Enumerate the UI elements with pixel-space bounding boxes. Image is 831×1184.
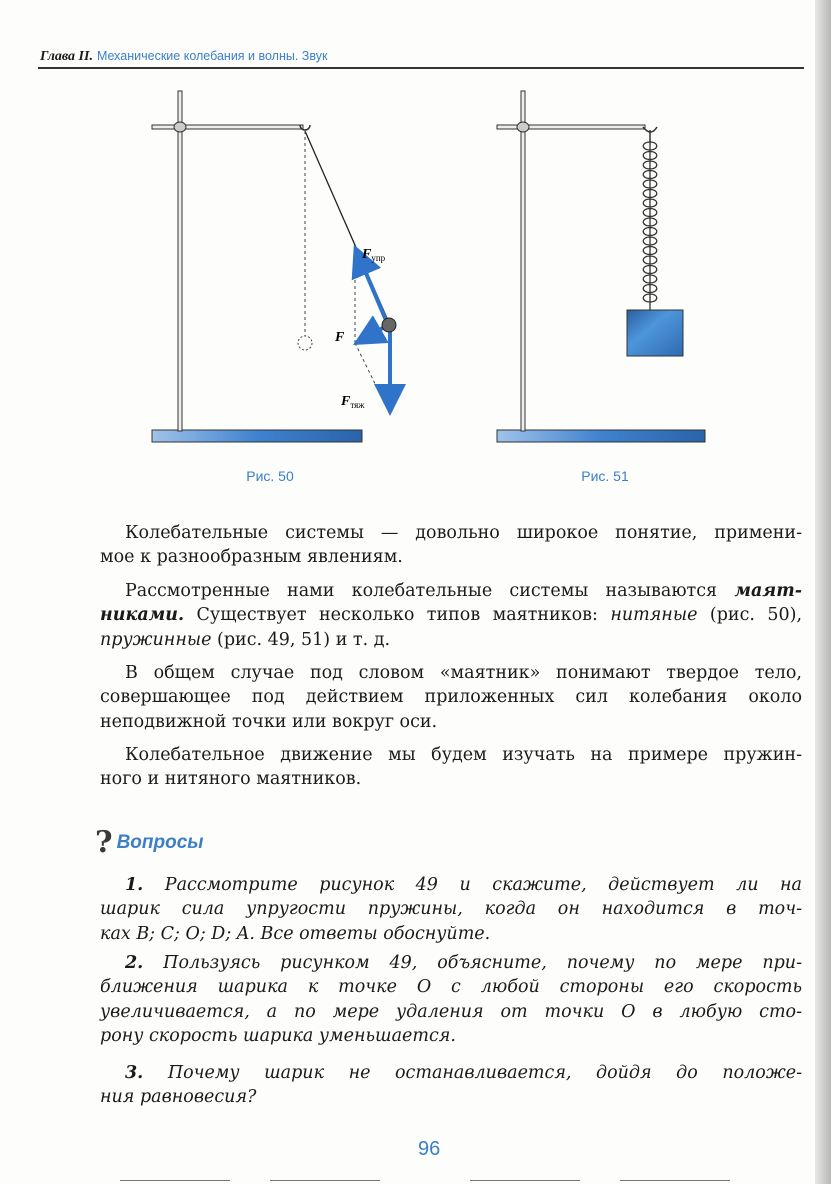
questions-heading xyxy=(95,825,204,860)
text-segment: ках B; C; O; D; A. Все ответы обоснуйте. xyxy=(100,923,491,944)
gravity-force-label: $F_{тяж}$ xyxy=(341,394,365,410)
text-segment: (рис. 50), xyxy=(697,605,803,626)
page-number: 96 xyxy=(418,1138,441,1160)
footer-rule xyxy=(120,1180,230,1181)
paragraph-line xyxy=(100,604,802,626)
text-segment: совершающее под действием приложенных сил колебания около xyxy=(100,687,802,708)
clamp xyxy=(517,122,529,132)
equilibrium-ball-outline xyxy=(298,336,312,350)
text-segment: никами. xyxy=(100,605,185,626)
question-line xyxy=(125,1062,802,1084)
footer-rule xyxy=(270,1180,380,1181)
question-line xyxy=(100,1025,802,1047)
text-segment: маят- xyxy=(734,581,802,601)
figure-51-spring-pendulum xyxy=(497,91,705,442)
stand-pole xyxy=(521,91,525,431)
stand-pole xyxy=(178,91,182,431)
question-line xyxy=(100,923,802,945)
question-line xyxy=(100,1086,802,1108)
text-segment: Почему шарик не останавливается, дойдя до положе- xyxy=(143,1063,802,1083)
text-segment: пружинные xyxy=(100,629,212,650)
figure-50-pendulum xyxy=(152,91,396,442)
paragraph-line xyxy=(125,580,802,602)
questions-title: Вопросы xyxy=(116,832,204,853)
question-line xyxy=(100,1001,802,1023)
text-segment: мое к разнообразным явлениям. xyxy=(100,547,403,568)
text-segment: ния равновесия? xyxy=(100,1087,257,1108)
text-segment: рону скорость шарика уменьшается. xyxy=(100,1025,456,1046)
figures-50-51 xyxy=(0,0,831,500)
text-segment: Пользуясь рисунком 49, объясните, почему по мере при- xyxy=(143,953,802,973)
question-line xyxy=(125,952,802,974)
question-number: 2. xyxy=(125,953,144,973)
text-segment: Колебательные системы — довольно широкое понятие, примени- xyxy=(125,523,802,543)
text-segment: ного и нитяного маятников. xyxy=(100,769,362,790)
text-segment: Существует несколько типов маятников: xyxy=(184,605,611,626)
chapter-label: Глава II. xyxy=(40,49,93,64)
paragraph-line xyxy=(125,662,802,684)
chapter-title: Механические колебания и волны. Звук xyxy=(96,49,328,63)
figure-51-caption: Рис. 51 xyxy=(581,468,629,484)
paragraph-line xyxy=(100,629,802,651)
footer-rule xyxy=(620,1180,730,1181)
text-segment: ближения шарика к точке O с любой стороны его скорость xyxy=(100,977,802,998)
question-line xyxy=(100,976,802,998)
question-number: 3. xyxy=(125,1063,144,1083)
paragraph-line xyxy=(100,711,802,733)
text-segment: шарик сила упругости пружины, когда он находится в точ- xyxy=(100,899,802,920)
text-segment: Колебательное движение мы будем изучать на примере пружин- xyxy=(125,745,802,765)
stand-base xyxy=(152,430,362,442)
pendulum-ball xyxy=(382,318,396,332)
paragraph-line xyxy=(125,522,802,544)
hook xyxy=(643,127,657,142)
text-segment: (рис. 49, 51) и т. д. xyxy=(211,629,391,650)
spring xyxy=(643,142,657,310)
question-line xyxy=(100,898,802,920)
text-segment: В общем случае под словом «маятник» понимают твердое тело, xyxy=(125,663,802,683)
paragraph-line xyxy=(100,546,802,568)
clamp xyxy=(174,122,186,132)
paragraph-line xyxy=(125,744,802,766)
elastic-force-label: $F_{упр}$ xyxy=(362,247,386,263)
text-segment: неподвижной точки или вокруг оси. xyxy=(100,711,438,732)
question-line xyxy=(125,874,802,896)
resultant-force-label: F xyxy=(335,330,345,345)
footer-rule xyxy=(470,1180,580,1181)
text-segment: увеличивается, а по мере удаления от точки O в любую сто- xyxy=(100,1001,802,1022)
question-mark-icon: ? xyxy=(95,825,113,860)
text-segment: нитяные xyxy=(610,605,698,626)
weight-block xyxy=(627,310,683,356)
figure-50-caption: Рис. 50 xyxy=(246,468,294,484)
stand-base xyxy=(497,430,705,442)
text-segment: Рассмотренные нами колебательные системы называются xyxy=(125,581,735,601)
paragraph-line xyxy=(100,686,802,708)
question-number: 1. xyxy=(125,875,144,895)
text-segment: Рассмотрите рисунок 49 и скажите, действует ли на xyxy=(143,875,802,895)
paragraph-line xyxy=(100,768,802,790)
